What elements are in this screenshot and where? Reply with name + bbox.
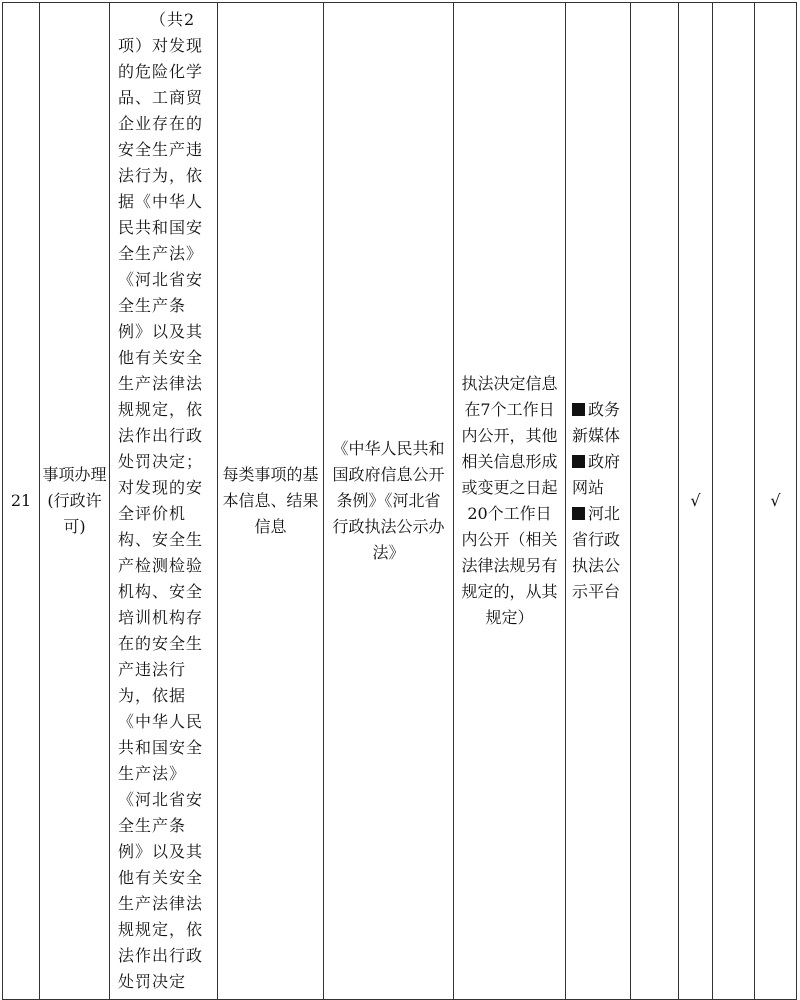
table-row bbox=[3, 3, 797, 1000]
filled-square-icon bbox=[572, 455, 585, 468]
channel-item: 河北省行政执法公示平台 bbox=[572, 504, 621, 601]
matter-type: 事项办理(行政许可) bbox=[40, 3, 110, 1000]
disclosure-table bbox=[2, 2, 797, 1000]
disclosure-channels bbox=[566, 3, 631, 1000]
matter-content: （共2项）对发现的危险化学品、工商贸企业存在的安全生产违法行为，依据《中华人民共和国安全生产法》《河北省安全生产条例》以及其他有关安全生产法律法规规定，依法作出行政处罚决定；对发现的安全评价机构、安全生产检测检验机构、安全培训机构存在的安全生产违法行为，依据《中华人民共和国安全生产法》《河北省安全生产条例》以及其他有关安全生产法律法规规定，依法作出行政处罚决定 bbox=[118, 10, 204, 991]
cell-col-a bbox=[631, 3, 679, 1000]
channel-item: 政府网站 bbox=[572, 452, 621, 497]
matter-content-cell bbox=[110, 3, 218, 1000]
disclosure-time-limit: 执法决定信息在7个工作日内公开，其他相关信息形成或变更之日起20个工作日内公开（相关法律法规另有规定的，从其规定） bbox=[454, 3, 566, 1000]
disclosure-basis: 《中华人民共和国政府信息公开条例》《河北省行政执法公示办法》 bbox=[324, 3, 454, 1000]
disclosure-scope: 每类事项的基本信息、结果信息 bbox=[218, 3, 324, 1000]
filled-square-icon bbox=[572, 507, 585, 520]
channel-item: 政务新媒体 bbox=[572, 400, 621, 445]
checkmark-cell-b: √ bbox=[679, 3, 713, 1000]
checkmark-cell-d: √ bbox=[755, 3, 797, 1000]
row-number: 21 bbox=[3, 3, 40, 1000]
filled-square-icon bbox=[572, 403, 585, 416]
cell-col-c bbox=[713, 3, 755, 1000]
